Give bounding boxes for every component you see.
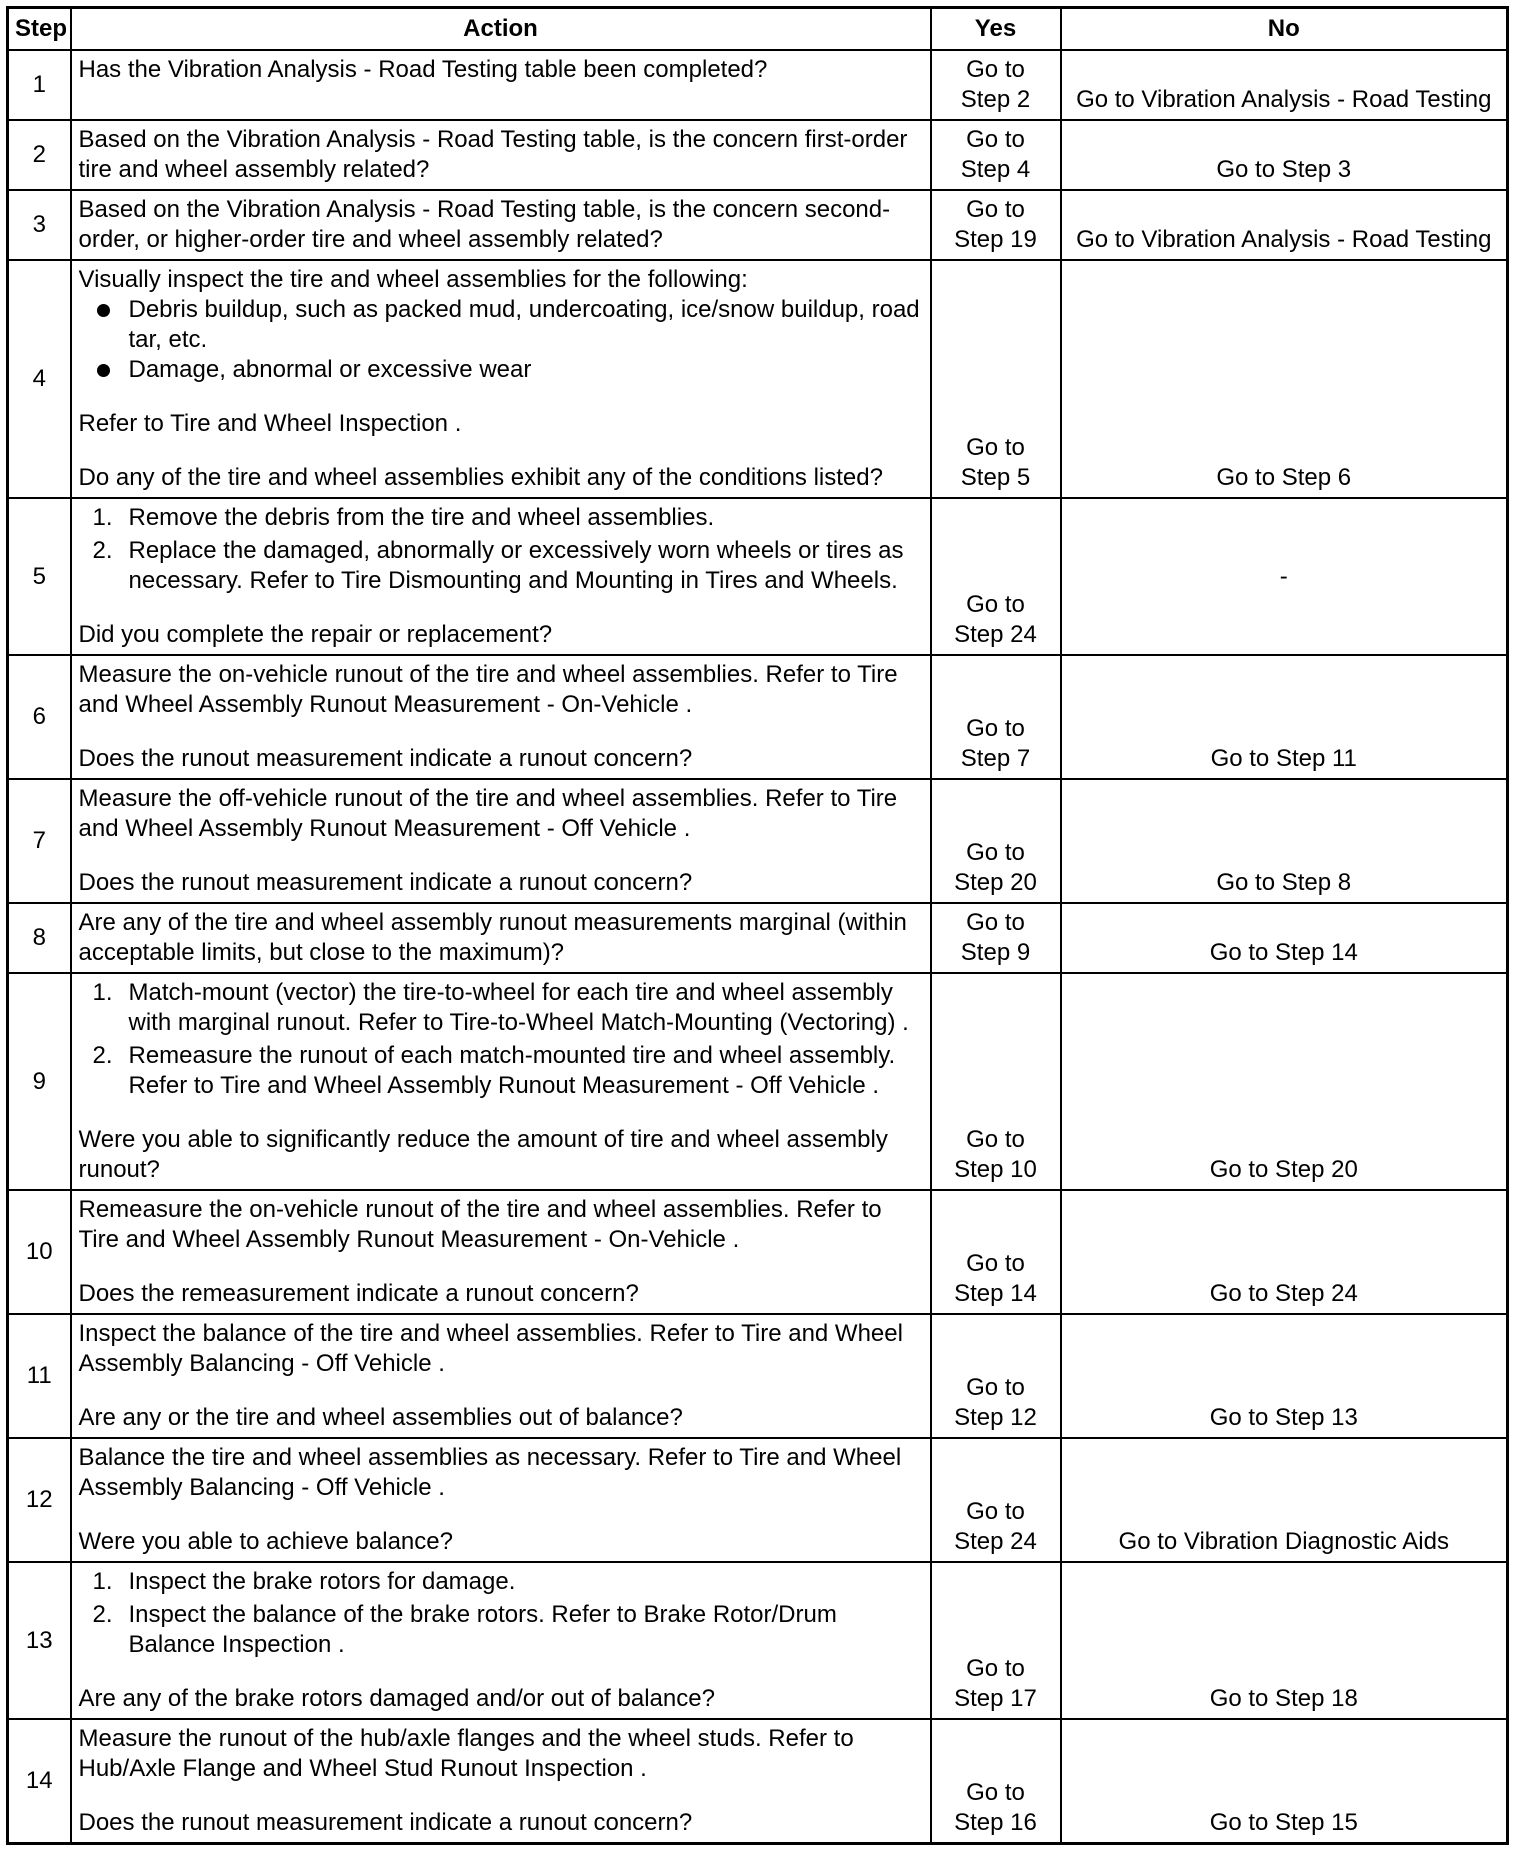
action-text: Remeasure the on-vehicle runout of the tire and wheel assemblies. Refer to Tire and Wheel Assembly Runout Measurement - On-Vehicle . xyxy=(78,1196,882,1253)
action-text: Measure the on-vehicle runout of the tire and wheel assemblies. Refer to Tire and Wheel Assembly Runout Measurement - On-Vehicle . xyxy=(78,661,898,718)
action-text: Does the runout measurement indicate a runout concern? xyxy=(78,1809,693,1836)
step-number-cell: 6 xyxy=(8,655,71,779)
table-row xyxy=(8,1562,1508,1719)
table-body xyxy=(8,50,1508,1844)
numbered-list xyxy=(79,503,923,596)
table-row xyxy=(8,190,1508,260)
table-header-row xyxy=(8,8,1508,51)
diagnostic-steps-table xyxy=(6,6,1509,1845)
step-number-cell: 7 xyxy=(8,779,71,903)
action-text: Based on the Vibration Analysis - Road Testing table, is the concern second-order, or higher-order tire and wheel assembly related? xyxy=(78,196,891,253)
no-cell: Go to Step 14 xyxy=(1061,903,1508,973)
action-cell xyxy=(71,120,931,190)
header-no: No xyxy=(1061,8,1508,51)
table-row xyxy=(8,903,1508,973)
step-number-cell: 12 xyxy=(8,1438,71,1562)
yes-cell: Go to Step 20 xyxy=(931,779,1061,903)
no-cell: Go to Step 15 xyxy=(1061,1719,1508,1844)
action-text: Based on the Vibration Analysis - Road Testing table, is the concern first-order tire and wheel assembly related? xyxy=(78,126,908,183)
step-number-cell: 14 xyxy=(8,1719,71,1844)
item-text: Replace the damaged, abnormally or excessively worn wheels or tires as necessary. Refer to Tire Dismounting and Mounting in Tires and Wheels. xyxy=(128,537,904,594)
action-intro: Visually inspect the tire and wheel assemblies for the following: xyxy=(78,266,748,293)
numbered-item xyxy=(79,1600,923,1660)
diagnostic-table-page xyxy=(6,6,1506,1845)
table-row xyxy=(8,50,1508,120)
action-cell xyxy=(71,190,931,260)
table-row xyxy=(8,1190,1508,1314)
numbered-item xyxy=(79,536,923,596)
no-cell: Go to Step 24 xyxy=(1061,1190,1508,1314)
item-number: 1. xyxy=(92,504,113,531)
action-text: Measure the off-vehicle runout of the tire and wheel assemblies. Refer to Tire and Wheel Assembly Runout Measurement - Off Vehicle . xyxy=(78,785,898,842)
item-number: 2. xyxy=(92,537,113,564)
yes-cell: Go to Step 2 xyxy=(931,50,1061,120)
numbered-item xyxy=(79,1041,923,1101)
step-number-cell: 1 xyxy=(8,50,71,120)
action-text: Does the runout measurement indicate a runout concern? xyxy=(78,745,693,772)
action-text: Balance the tire and wheel assemblies as necessary. Refer to Tire and Wheel Assembly Balancing - Off Vehicle . xyxy=(78,1444,902,1501)
header-yes: Yes xyxy=(931,8,1061,51)
action-text: Were you able to achieve balance? xyxy=(78,1528,453,1555)
yes-cell: Go to Step 9 xyxy=(931,903,1061,973)
action-text: Refer to Tire and Wheel Inspection . xyxy=(78,410,462,437)
action-text: Does the remeasurement indicate a runout concern? xyxy=(78,1280,639,1307)
item-number: 1. xyxy=(92,979,113,1006)
yes-cell: Go to Step 19 xyxy=(931,190,1061,260)
yes-cell: Go to Step 7 xyxy=(931,655,1061,779)
action-cell xyxy=(71,50,931,120)
numbered-item xyxy=(79,1567,923,1597)
action-cell xyxy=(71,1190,931,1314)
step-number-cell: 11 xyxy=(8,1314,71,1438)
no-cell: Go to Step 13 xyxy=(1061,1314,1508,1438)
action-text: Did you complete the repair or replacement? xyxy=(78,621,553,648)
step-number-cell: 4 xyxy=(8,260,71,498)
action-cell xyxy=(71,779,931,903)
action-text: Measure the runout of the hub/axle flanges and the wheel studs. Refer to Hub/Axle Flange and Wheel Stud Runout Inspection . xyxy=(78,1725,854,1782)
no-cell: Go to Vibration Analysis - Road Testing xyxy=(1061,190,1508,260)
item-text: Inspect the brake rotors for damage. xyxy=(128,1568,516,1595)
action-cell xyxy=(71,1562,931,1719)
item-number: 2. xyxy=(92,1601,113,1628)
action-text: Do any of the tire and wheel assemblies exhibit any of the conditions listed? xyxy=(78,464,883,491)
yes-cell: Go to Step 12 xyxy=(931,1314,1061,1438)
no-cell: Go to Step 3 xyxy=(1061,120,1508,190)
item-text: Inspect the balance of the brake rotors. Refer to Brake Rotor/Drum Balance Inspection . xyxy=(128,1601,837,1658)
no-cell: Go to Step 8 xyxy=(1061,779,1508,903)
header-action: Action xyxy=(71,8,931,51)
step-number-cell: 13 xyxy=(8,1562,71,1719)
action-cell xyxy=(71,1719,931,1844)
table-row xyxy=(8,498,1508,655)
yes-cell: Go to Step 5 xyxy=(931,260,1061,498)
yes-cell: Go to Step 14 xyxy=(931,1190,1061,1314)
action-text: Are any of the tire and wheel assembly runout measurements marginal (within acceptable limits, but close to the maximum)? xyxy=(78,909,907,966)
action-cell xyxy=(71,498,931,655)
action-text: Are any of the brake rotors damaged and/or out of balance? xyxy=(78,1685,715,1712)
step-number-cell: 2 xyxy=(8,120,71,190)
item-text: Match-mount (vector) the tire-to-wheel for each tire and wheel assembly with marginal runout. Refer to Tire-to-Wheel Match-Mounting (Vectoring) . xyxy=(128,979,909,1036)
yes-cell: Go to Step 16 xyxy=(931,1719,1061,1844)
yes-cell: Go to Step 4 xyxy=(931,120,1061,190)
numbered-item xyxy=(79,503,923,533)
numbered-item xyxy=(79,978,923,1038)
item-number: 2. xyxy=(92,1042,113,1069)
bullet-item: Debris buildup, such as packed mud, undercoating, ice/snow buildup, road tar, etc. xyxy=(79,295,923,355)
action-text: Inspect the balance of the tire and wheel assemblies. Refer to Tire and Wheel Assembly Balancing - Off Vehicle . xyxy=(78,1320,903,1377)
action-cell xyxy=(71,1314,931,1438)
item-text: Remove the debris from the tire and wheel assemblies. xyxy=(128,504,715,531)
no-cell: Go to Vibration Analysis - Road Testing xyxy=(1061,50,1508,120)
step-number-cell: 9 xyxy=(8,973,71,1190)
yes-cell: Go to Step 10 xyxy=(931,973,1061,1190)
yes-cell: Go to Step 17 xyxy=(931,1562,1061,1719)
step-number-cell: 3 xyxy=(8,190,71,260)
no-cell: Go to Step 20 xyxy=(1061,973,1508,1190)
bullet-list xyxy=(79,295,923,385)
table-row xyxy=(8,1314,1508,1438)
numbered-list xyxy=(79,978,923,1101)
action-text: Were you able to significantly reduce the amount of tire and wheel assembly runout? xyxy=(78,1126,888,1183)
yes-cell: Go to Step 24 xyxy=(931,1438,1061,1562)
action-cell xyxy=(71,903,931,973)
table-row xyxy=(8,120,1508,190)
yes-cell: Go to Step 24 xyxy=(931,498,1061,655)
step-number-cell: 10 xyxy=(8,1190,71,1314)
action-text: Does the runout measurement indicate a runout concern? xyxy=(78,869,693,896)
action-cell xyxy=(71,1438,931,1562)
no-cell: - xyxy=(1061,498,1508,655)
no-cell: Go to Step 6 xyxy=(1061,260,1508,498)
table-row xyxy=(8,655,1508,779)
step-number-cell: 5 xyxy=(8,498,71,655)
table-row xyxy=(8,260,1508,498)
action-cell xyxy=(71,973,931,1190)
step-number-cell: 8 xyxy=(8,903,71,973)
table-row xyxy=(8,973,1508,1190)
numbered-list xyxy=(79,1567,923,1660)
item-text: Remeasure the runout of each match-mounted tire and wheel assembly. Refer to Tire and Wheel Assembly Runout Measurement - Off Vehicle . xyxy=(128,1042,896,1099)
action-text: Has the Vibration Analysis - Road Testing table been completed? xyxy=(78,56,768,83)
table-row xyxy=(8,1719,1508,1844)
no-cell: Go to Step 11 xyxy=(1061,655,1508,779)
table-row xyxy=(8,1438,1508,1562)
header-step: Step xyxy=(8,8,71,51)
action-cell xyxy=(71,655,931,779)
table-row xyxy=(8,779,1508,903)
item-number: 1. xyxy=(92,1568,113,1595)
action-cell xyxy=(71,260,931,498)
action-text: Are any or the tire and wheel assemblies out of balance? xyxy=(78,1404,683,1431)
no-cell: Go to Step 18 xyxy=(1061,1562,1508,1719)
no-cell: Go to Vibration Diagnostic Aids xyxy=(1061,1438,1508,1562)
bullet-item: Damage, abnormal or excessive wear xyxy=(79,355,923,385)
